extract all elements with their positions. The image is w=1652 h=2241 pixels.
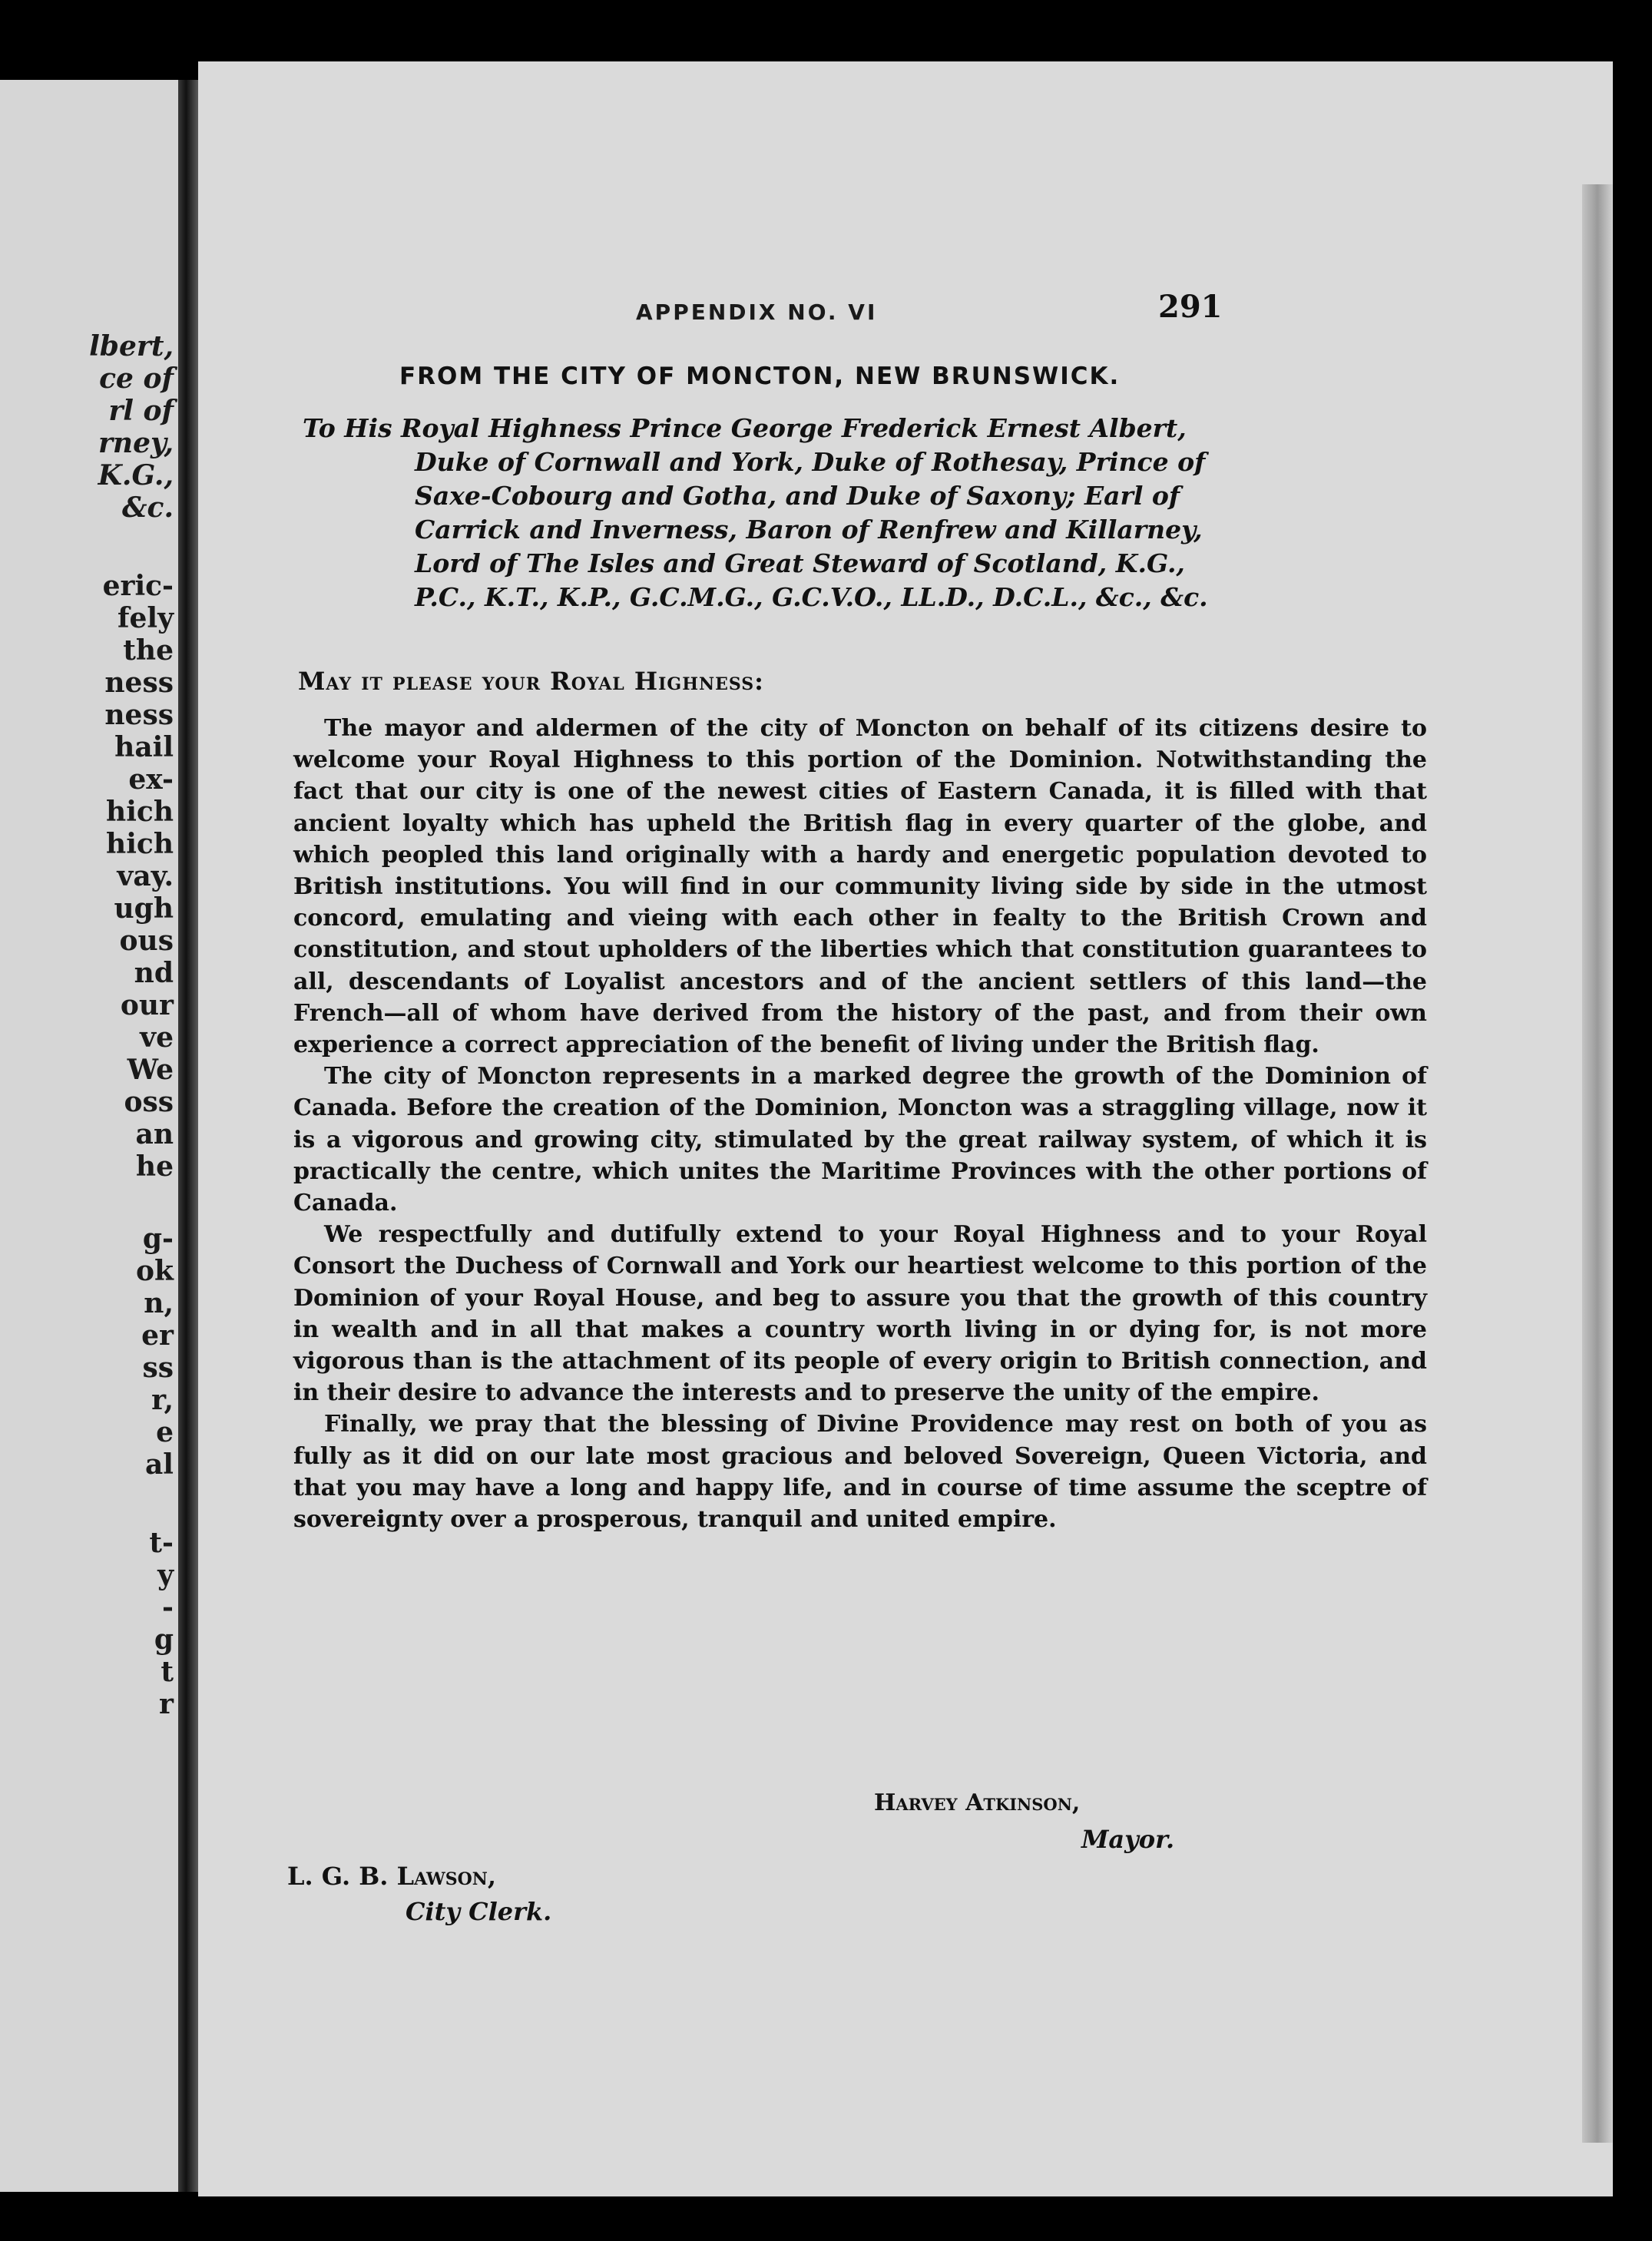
- facing-page-text-fragment: hich: [106, 828, 174, 860]
- address-line: Duke of Cornwall and York, Duke of Rothesay, Prince of: [415, 447, 1206, 477]
- address-line: P.C., K.T., K.P., G.C.M.G., G.C.V.O., LL.D., D.C.L., &c., &c.: [415, 582, 1208, 612]
- book-gutter: [178, 80, 198, 2192]
- facing-page-text-fragment: ness: [104, 699, 174, 731]
- facing-page-text-fragment: ex-: [128, 763, 174, 796]
- address-line: To His Royal Highness Prince George Frederick Ernest Albert,: [303, 413, 1187, 443]
- salutation: May it please your Royal Highness:: [298, 667, 764, 696]
- facing-page-text-fragment: &c.: [122, 492, 174, 524]
- mayor-signature-name: Harvey Atkinson,: [874, 1789, 1081, 1816]
- facing-page-text-fragment: e: [156, 1416, 174, 1448]
- paragraph: The city of Moncton represents in a marked degree the growth of the Dominion of Canada. Before the creation of the Dominion, Moncton was a straggling village, now it is a vigorous and growing city, stimulated by the great railway system, of which it is practically the centre, which unites the Maritime Provinces with the other portions of Canada.: [293, 1063, 1427, 1217]
- facing-page-text-fragment: our: [120, 989, 174, 1021]
- running-header: APPENDIX NO. VI: [636, 300, 878, 325]
- facing-page-text-fragment: r: [159, 1688, 174, 1720]
- facing-page-text-fragment: ss: [142, 1352, 174, 1384]
- facing-page-text-fragment: n,: [144, 1287, 174, 1319]
- facing-page-text-fragment: t-: [149, 1527, 174, 1559]
- facing-page-text-fragment: lbert,: [89, 330, 174, 362]
- book-page: [198, 61, 1613, 2196]
- section-title: FROM THE CITY OF MONCTON, NEW BRUNSWICK.: [399, 362, 1121, 390]
- facing-page-text-fragment: g: [154, 1624, 174, 1656]
- facing-page-text-fragment: y: [157, 1559, 174, 1591]
- facing-page-text-fragment: ce of: [99, 362, 174, 395]
- facing-page-text-fragment: rl of: [108, 395, 174, 427]
- paragraph: Finally, we pray that the blessing of Divine Providence may rest on both of you as fully as it did on our late most gracious and beloved Sovereign, Queen Victoria, and that you may have a long and happy life, and in course of time assume the sceptre of sovereignty over a prosperous, tranquil and united empire.: [293, 1411, 1427, 1534]
- facing-page-text-fragment: r,: [151, 1384, 174, 1416]
- facing-page-text-fragment: an: [135, 1118, 174, 1150]
- facing-page-text-fragment: ness: [104, 667, 174, 699]
- facing-page-text-fragment: fely: [118, 602, 174, 634]
- facing-page-text-fragment: ve: [140, 1021, 174, 1054]
- facing-page-text-fragment: ugh: [114, 892, 174, 925]
- facing-page-text-fragment: t: [161, 1656, 174, 1688]
- facing-page-text-fragment: ok: [136, 1255, 174, 1287]
- facing-page-text-fragment: hich: [106, 796, 174, 828]
- page-number: 291: [1158, 289, 1223, 325]
- facing-page-text-fragment: oss: [124, 1086, 174, 1118]
- address-line: Carrick and Inverness, Baron of Renfrew and Killarney,: [415, 515, 1203, 545]
- facing-page-fragment: [0, 80, 178, 2192]
- mayor-signature-title: Mayor.: [1081, 1825, 1175, 1854]
- facing-page-text-fragment: rney,: [98, 427, 174, 459]
- facing-page-text-fragment: eric-: [102, 570, 174, 602]
- facing-page-text-fragment: al: [144, 1448, 174, 1481]
- facing-page-text-fragment: K.G.,: [98, 459, 174, 492]
- clerk-signature-name: L. G. B. Lawson,: [287, 1862, 497, 1891]
- address-line: Saxe-Cobourg and Gotha, and Duke of Saxony; Earl of: [415, 481, 1180, 511]
- facing-page-text-fragment: nd: [134, 957, 174, 989]
- paragraph: We respectfully and dutifully extend to your Royal Highness and to your Royal Consort the Duchess of Cornwall and York our heartiest welcome to this portion of the Dominion of your Royal House, and beg to assure you that the growth of this country in wealth and in all that makes a country worth living in or dying for, is not more vigorous than is the attachment of its people of every origin to British connection, and in their desire to advance the interests and to preserve the unity of the empire.: [293, 1221, 1427, 1407]
- facing-page-text-fragment: the: [123, 634, 174, 667]
- facing-page-text-fragment: -: [162, 1591, 174, 1624]
- facing-page-text-fragment: g-: [142, 1223, 174, 1255]
- facing-page-text-fragment: We: [127, 1054, 174, 1086]
- address-block: [303, 412, 1424, 614]
- facing-page-text-fragment: hail: [114, 731, 174, 763]
- clerk-signature-title: City Clerk.: [406, 1897, 552, 1926]
- address-line: Lord of The Isles and Great Steward of Scotland, K.G.,: [415, 548, 1185, 578]
- facing-page-text-fragment: er: [141, 1319, 174, 1352]
- page-edge: [1582, 184, 1613, 2143]
- facing-page-text-fragment: he: [135, 1150, 174, 1183]
- letter-body: [293, 713, 1427, 1535]
- paragraph: The mayor and aldermen of the city of Moncton on behalf of its citizens desire to welcome your Royal Highness to this portion of the Dominion. Notwithstanding the fact that our city is one of the newest cities of Eastern Canada, it is filled with that ancient loyalty which has upheld the British flag in every quarter of the globe, and which peopled this land originally with a hardy and energetic population devoted to British institutions. You will find in our community living side by side in the utmost concord, emulating and vieing with each other in fealty to the British Crown and constitution, and stout upholders of the liberties which that constitution guarantees to all, descendants of Loyalist ancestors and of the ancient settlers of this land—the French—all of whom have derived from the history of the past, and from their own experience a correct appreciation of the benefit of living under the British flag.: [293, 715, 1427, 1059]
- facing-page-text-fragment: ous: [119, 925, 174, 957]
- facing-page-text-fragment: vay.: [117, 860, 174, 892]
